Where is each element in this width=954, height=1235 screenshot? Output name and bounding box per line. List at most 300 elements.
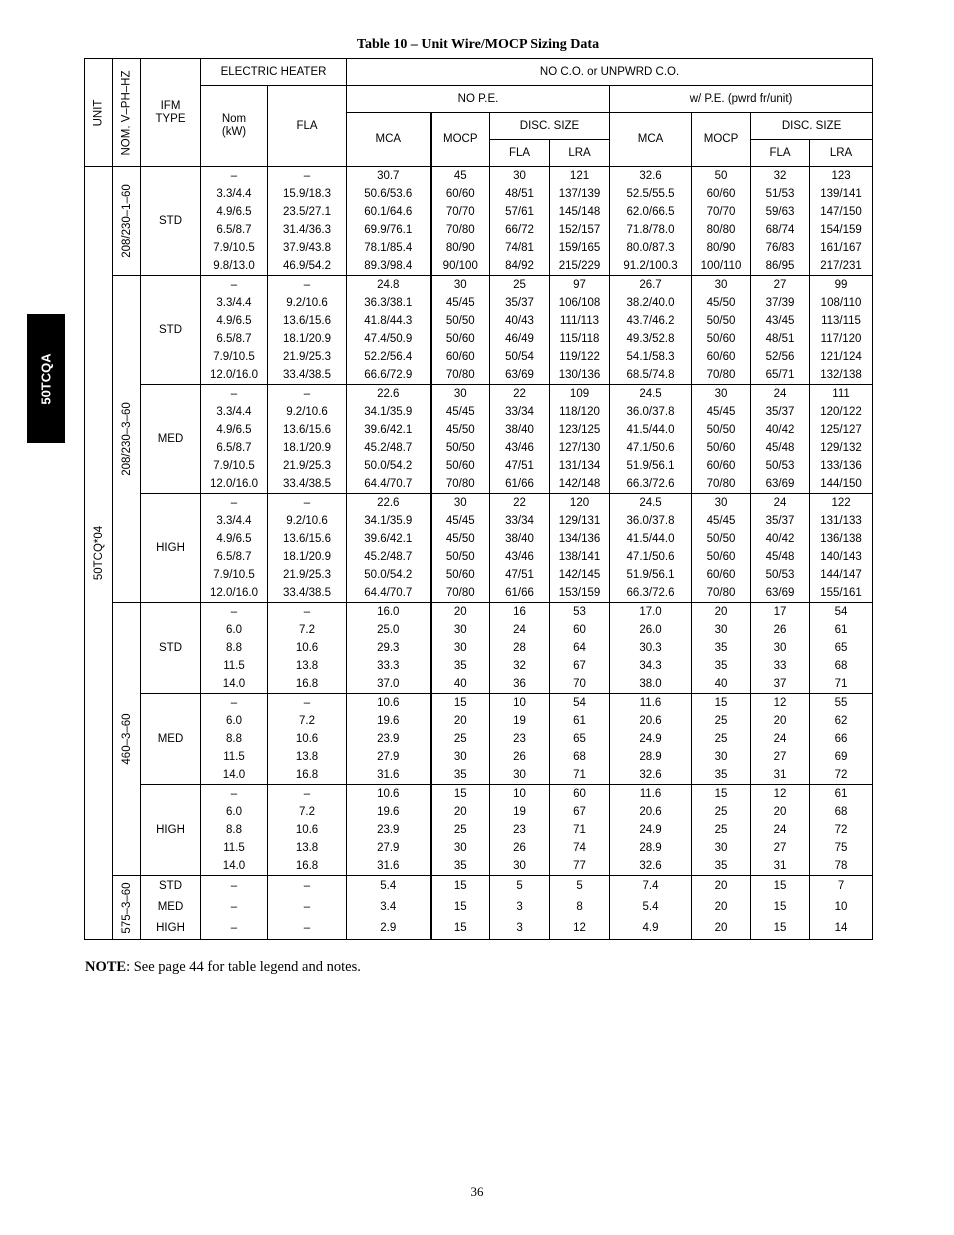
- cell-value: 8.8: [226, 733, 242, 745]
- cell-value: 121/124: [820, 351, 862, 363]
- cell-value: 60/60: [445, 188, 475, 200]
- cell-value: 11.6: [639, 788, 662, 800]
- value-cell: [431, 785, 490, 876]
- cell-value: 45.2/48.7: [364, 442, 413, 454]
- value-cell: [490, 167, 550, 276]
- cell-value: 6.0: [226, 624, 242, 636]
- value-cell: [810, 276, 873, 385]
- value-cell: [692, 785, 751, 876]
- table-row: [85, 494, 873, 603]
- cell-value: 23.9: [377, 824, 400, 836]
- cell-value: 19.6: [377, 806, 400, 818]
- cell-value: 36.0/37.8: [626, 406, 675, 418]
- cell-value: 80/90: [706, 242, 736, 254]
- cell-value: 34.3: [639, 660, 662, 672]
- cell-value: 24: [513, 624, 526, 636]
- cell-value: 89.3/98.4: [364, 260, 413, 272]
- cell-value: 45/48: [765, 551, 795, 563]
- value-cell: [268, 785, 347, 876]
- cell-value: –: [303, 788, 311, 800]
- cell-value: 11.5: [223, 751, 245, 763]
- cell-value: 40/42: [765, 533, 795, 545]
- cell-value: 41.8/44.3: [364, 315, 413, 327]
- cell-value: 3.3/4.4: [216, 515, 252, 527]
- cell-value: 30: [453, 497, 467, 509]
- cell-value: 76/83: [765, 242, 795, 254]
- cell-value: 15: [453, 697, 467, 709]
- cell-value: 31: [773, 860, 787, 872]
- value-cell: [490, 785, 550, 876]
- cell-value: 51.9/56.1: [626, 569, 675, 581]
- cell-value: 12.0/16.0: [210, 587, 258, 599]
- cell-value: 142/148: [558, 478, 601, 490]
- header-nom-voltage: NOM. V–PH–HZ: [113, 59, 141, 167]
- cell-value: 34.1/35.9: [364, 406, 413, 418]
- side-tab: [27, 314, 65, 443]
- cell-value: 15: [773, 921, 787, 934]
- cell-value: 3.4: [380, 901, 397, 914]
- cell-value: 16.8: [295, 860, 319, 872]
- cell-value: 14.0: [222, 860, 246, 872]
- cell-value: 65: [573, 733, 586, 745]
- value-cell: [201, 785, 268, 876]
- cell-value: 5.4: [380, 880, 397, 893]
- note-text: : See page 44 for table legend and notes.: [126, 959, 361, 975]
- cell-value: 74/81: [505, 242, 534, 254]
- value-cell: [431, 276, 490, 385]
- cell-value: 10.6: [295, 733, 319, 745]
- cell-value: 3.3/4.4: [216, 297, 252, 309]
- cell-value: 32.6: [639, 170, 662, 182]
- cell-value: –: [230, 388, 238, 400]
- cell-value: 35/37: [765, 515, 795, 527]
- cell-value: 63/69: [505, 369, 534, 381]
- cell-value: 80.0/87.3: [626, 242, 675, 254]
- cell-value: 68: [573, 751, 586, 763]
- cell-value: 24: [773, 497, 787, 509]
- value-cell: [431, 876, 490, 940]
- value-cell: [751, 876, 810, 940]
- cell-value: 22.6: [377, 388, 400, 400]
- value-cell: [431, 603, 490, 694]
- cell-value: 23.5/27.1: [283, 206, 331, 218]
- header-mocp-pe: MOCP: [692, 113, 751, 167]
- cell-value: –: [230, 788, 238, 800]
- cell-value: –: [230, 697, 238, 709]
- cell-value: 66.3/72.6: [626, 587, 675, 599]
- cell-value: 30: [714, 751, 728, 763]
- cell-value: 155/161: [820, 587, 862, 599]
- cell-value: 136/138: [820, 533, 862, 545]
- cell-value: 30: [714, 842, 728, 854]
- value-cell: [431, 385, 490, 494]
- cell-value: 35/37: [505, 297, 534, 309]
- header-ifm-type: IFM TYPE: [141, 59, 201, 167]
- value-cell: [550, 785, 610, 876]
- cell-value: 12.0/16.0: [210, 369, 258, 381]
- value-cell: [550, 694, 610, 785]
- cell-value: 15: [453, 921, 467, 934]
- cell-value: 11.5: [223, 842, 245, 854]
- cell-value: 24: [773, 733, 787, 745]
- header-mca: MCA: [347, 113, 431, 167]
- value-cell: [610, 167, 692, 276]
- cell-value: 161/167: [820, 242, 862, 254]
- cell-value: 27.9: [377, 751, 400, 763]
- cell-value: 50/60: [706, 333, 736, 345]
- cell-value: 55: [834, 697, 848, 709]
- cell-value: 60/60: [445, 351, 475, 363]
- value-cell: [810, 785, 873, 876]
- cell-value: 8.8: [226, 642, 242, 654]
- cell-value: –: [303, 388, 311, 400]
- cell-value: 2.9: [380, 921, 397, 934]
- cell-value: 60/60: [706, 460, 736, 472]
- cell-value: 3.3/4.4: [216, 188, 252, 200]
- cell-value: 50.6/53.6: [364, 188, 413, 200]
- cell-value: 25: [714, 715, 728, 727]
- value-cell: [268, 694, 347, 785]
- cell-value: 18.1/20.9: [283, 551, 331, 563]
- cell-value: 69: [834, 751, 848, 763]
- header-disc-fla: FLA: [490, 140, 550, 167]
- cell-value: 18.1/20.9: [283, 333, 331, 345]
- cell-value: 7.9/10.5: [213, 569, 255, 581]
- value-cell: [490, 603, 550, 694]
- ifm-value: HIGH: [156, 921, 185, 934]
- cell-value: 26: [513, 751, 526, 763]
- cell-value: 139/141: [820, 188, 862, 200]
- cell-value: 15.9/18.3: [283, 188, 331, 200]
- cell-value: 10.6: [377, 788, 400, 800]
- cell-value: 50/50: [706, 533, 736, 545]
- cell-value: 33.4/38.5: [283, 369, 331, 381]
- cell-value: 32: [513, 660, 526, 672]
- note-label: NOTE: [85, 959, 127, 975]
- cell-value: 30: [513, 860, 526, 872]
- cell-value: 25: [714, 824, 728, 836]
- cell-value: 123: [831, 170, 851, 182]
- value-cell: [610, 603, 692, 694]
- ifm-type-cell: STD: [141, 603, 201, 694]
- cell-value: 17.0: [639, 606, 662, 618]
- cell-value: 33/34: [505, 406, 534, 418]
- ifm-value: STD: [159, 880, 182, 893]
- cell-value: 7.9/10.5: [213, 351, 255, 363]
- cell-value: 30.7: [377, 170, 400, 182]
- cell-value: 111/113: [560, 315, 600, 327]
- cell-value: 70: [573, 678, 586, 690]
- cell-value: 64: [573, 642, 586, 654]
- value-cell: [751, 603, 810, 694]
- cell-value: 13.8: [295, 660, 319, 672]
- cell-value: 35: [453, 769, 467, 781]
- cell-value: 8: [576, 901, 583, 914]
- cell-value: 47/51: [505, 460, 534, 472]
- cell-value: 70/80: [706, 478, 736, 490]
- cell-value: 41.5/44.0: [626, 424, 675, 436]
- cell-value: 15: [453, 788, 467, 800]
- cell-value: 31.6: [377, 860, 400, 872]
- cell-value: 9.8/13.0: [213, 260, 255, 272]
- cell-value: 25: [513, 279, 526, 291]
- value-cell: [692, 694, 751, 785]
- value-cell: [751, 494, 810, 603]
- cell-value: 21.9/25.3: [283, 569, 331, 581]
- cell-value: 25: [714, 806, 728, 818]
- cell-value: 62: [834, 715, 848, 727]
- cell-value: 74: [573, 842, 586, 854]
- cell-value: 16.8: [295, 769, 319, 781]
- cell-value: –: [230, 880, 238, 893]
- cell-value: 47.1/50.6: [626, 551, 675, 563]
- cell-value: 215/229: [558, 260, 601, 272]
- value-cell: [550, 276, 610, 385]
- cell-value: 4.9: [642, 921, 659, 934]
- cell-value: 45.2/48.7: [364, 551, 413, 563]
- header-heater-fla: FLA: [268, 86, 347, 167]
- header-disc-lra: LRA: [550, 140, 610, 167]
- cell-value: 66.6/72.9: [364, 369, 413, 381]
- cell-value: 129/131: [558, 515, 601, 527]
- cell-value: 100/110: [700, 260, 742, 272]
- cell-value: 45/45: [706, 515, 736, 527]
- unit-cell: 50TCQ*04: [85, 167, 113, 940]
- ifm-value: MED: [157, 901, 184, 914]
- cell-value: 65/71: [765, 369, 795, 381]
- value-cell: [431, 167, 490, 276]
- cell-value: 43.7/46.2: [626, 315, 675, 327]
- cell-value: 50.0/54.2: [364, 569, 413, 581]
- value-cell: [268, 385, 347, 494]
- cell-value: –: [230, 606, 238, 618]
- cell-value: 61/66: [505, 587, 534, 599]
- cell-value: 60/60: [706, 188, 736, 200]
- cell-value: 50/60: [706, 442, 736, 454]
- cell-value: 31: [773, 769, 787, 781]
- cell-value: 17: [773, 606, 787, 618]
- cell-value: 51.9/56.1: [626, 460, 675, 472]
- cell-value: 140/143: [820, 551, 862, 563]
- cell-value: 50: [714, 170, 728, 182]
- cell-value: 30: [513, 170, 526, 182]
- cell-value: 23: [513, 824, 526, 836]
- table-title: Table 10 – Unit Wire/MOCP Sizing Data: [356, 37, 600, 52]
- cell-value: 40: [453, 678, 467, 690]
- value-cell: [490, 276, 550, 385]
- cell-value: 67: [573, 660, 586, 672]
- value-cell: [751, 276, 810, 385]
- cell-value: 48/51: [765, 333, 795, 345]
- cell-value: 9.2/10.6: [286, 297, 328, 309]
- cell-value: 34.1/35.9: [364, 515, 413, 527]
- cell-value: 33.4/38.5: [283, 587, 331, 599]
- value-cell: [550, 876, 610, 940]
- cell-value: 16: [513, 606, 526, 618]
- cell-value: 71: [573, 824, 586, 836]
- cell-value: 35: [714, 769, 728, 781]
- cell-value: 24.5: [639, 497, 662, 509]
- cell-value: 50/50: [706, 424, 736, 436]
- voltage-cell: 575–3–60: [113, 876, 141, 940]
- cell-value: 7.4: [642, 880, 659, 893]
- cell-value: 3.3/4.4: [216, 406, 252, 418]
- cell-value: 27: [773, 751, 787, 763]
- cell-value: 24.5: [639, 388, 662, 400]
- header-w-pe: w/ P.E. (pwrd fr/unit): [610, 86, 873, 113]
- cell-value: 38.2/40.0: [626, 297, 675, 309]
- cell-value: 25: [453, 733, 467, 745]
- table-row: [85, 276, 873, 385]
- value-cell: [347, 276, 431, 385]
- cell-value: 78: [834, 860, 848, 872]
- cell-value: 35: [453, 860, 467, 872]
- cell-value: 90/100: [442, 260, 478, 272]
- cell-value: 11.6: [639, 697, 662, 709]
- cell-value: 6.5/8.7: [216, 442, 252, 454]
- header-unit: UNIT: [85, 59, 113, 167]
- header-no-co: NO C.O. or UNPWRD C.O.: [347, 59, 873, 86]
- table-row: [85, 785, 873, 876]
- header-mocp: MOCP: [431, 113, 490, 167]
- cell-value: 7.2: [299, 806, 315, 818]
- cell-value: 68: [834, 660, 848, 672]
- header-disc-fla-pe: FLA: [751, 140, 810, 167]
- cell-value: 29.3: [377, 642, 400, 654]
- cell-value: 70/80: [706, 587, 736, 599]
- cell-value: 13.6/15.6: [283, 533, 331, 545]
- cell-value: 119/122: [559, 351, 600, 363]
- cell-value: 67: [573, 806, 586, 818]
- value-cell: [810, 494, 873, 603]
- header-disc-size: DISC. SIZE: [490, 113, 610, 140]
- cell-value: 20.6: [639, 806, 662, 818]
- cell-value: 154/159: [820, 224, 862, 236]
- ifm-type-cell: [141, 876, 201, 940]
- cell-value: 20: [714, 606, 728, 618]
- cell-value: 61: [834, 788, 848, 800]
- cell-value: 153/159: [558, 587, 601, 599]
- value-cell: [490, 494, 550, 603]
- cell-value: 65: [834, 642, 848, 654]
- cell-value: –: [303, 279, 311, 291]
- cell-value: 15: [453, 901, 467, 914]
- cell-value: 14.0: [222, 678, 246, 690]
- cell-value: –: [230, 497, 238, 509]
- cell-value: 15: [453, 880, 467, 893]
- cell-value: 115/118: [559, 333, 600, 345]
- cell-value: 20: [453, 715, 467, 727]
- cell-value: 13.8: [295, 842, 319, 854]
- cell-value: 72: [834, 769, 848, 781]
- cell-value: 60: [573, 624, 586, 636]
- cell-value: 147/150: [820, 206, 862, 218]
- cell-value: 45/50: [706, 297, 736, 309]
- cell-value: 46/49: [505, 333, 534, 345]
- cell-value: 71: [573, 769, 586, 781]
- cell-value: 45/45: [445, 406, 475, 418]
- cell-value: 50/60: [445, 569, 475, 581]
- cell-value: 38.0: [639, 678, 662, 690]
- value-cell: [201, 603, 268, 694]
- cell-value: 25.0: [377, 624, 400, 636]
- cell-value: 70/80: [445, 587, 475, 599]
- cell-value: 144/147: [820, 569, 862, 581]
- ifm-type-cell: HIGH: [141, 494, 201, 603]
- cell-value: 31.6: [377, 769, 400, 781]
- value-cell: [347, 603, 431, 694]
- value-cell: [201, 694, 268, 785]
- cell-value: 5: [576, 880, 583, 893]
- cell-value: 61: [834, 624, 848, 636]
- cell-value: 30.3: [639, 642, 662, 654]
- cell-value: 37/39: [765, 297, 795, 309]
- cell-value: 45/48: [765, 442, 795, 454]
- cell-value: 12: [773, 788, 787, 800]
- cell-value: 45/50: [445, 533, 475, 545]
- cell-value: 121: [569, 170, 590, 182]
- cell-value: 20: [453, 606, 467, 618]
- cell-value: 15: [714, 697, 728, 709]
- cell-value: 43/46: [505, 442, 534, 454]
- cell-value: 33: [773, 660, 787, 672]
- cell-value: 10.6: [295, 642, 319, 654]
- cell-value: 6.5/8.7: [216, 551, 252, 563]
- cell-value: 50/54: [505, 351, 534, 363]
- cell-value: 66/72: [505, 224, 534, 236]
- cell-value: 123/125: [558, 424, 601, 436]
- value-cell: [610, 276, 692, 385]
- cell-value: 86/95: [765, 260, 795, 272]
- value-cell: [201, 876, 268, 940]
- header-electric-heater: ELECTRIC HEATER: [201, 59, 347, 86]
- cell-value: 38/40: [505, 533, 534, 545]
- cell-value: 50/50: [445, 442, 475, 454]
- cell-value: 6.0: [226, 715, 242, 727]
- cell-value: 127/130: [558, 442, 601, 454]
- ifm-type-cell: HIGH: [141, 785, 201, 876]
- cell-value: 12: [773, 697, 787, 709]
- cell-value: 30: [714, 624, 728, 636]
- cell-value: 60: [573, 788, 586, 800]
- value-cell: [347, 494, 431, 603]
- cell-value: 24: [773, 824, 787, 836]
- header-no-pe: NO P.E.: [347, 86, 610, 113]
- cell-value: 6.5/8.7: [216, 333, 252, 345]
- cell-value: 32.6: [639, 769, 662, 781]
- cell-value: 38/40: [505, 424, 534, 436]
- cell-value: 10: [513, 788, 526, 800]
- cell-value: 70/70: [706, 206, 736, 218]
- cell-value: 64.4/70.7: [364, 478, 413, 490]
- cell-value: 63/69: [765, 478, 795, 490]
- header-mca-pe: MCA: [610, 113, 692, 167]
- cell-value: 4.9/6.5: [216, 315, 252, 327]
- cell-value: 60.1/64.6: [364, 206, 413, 218]
- cell-value: 35: [714, 860, 728, 872]
- cell-value: 66: [834, 733, 848, 745]
- cell-value: 7.9/10.5: [213, 242, 255, 254]
- cell-value: 122: [831, 497, 851, 509]
- cell-value: 15: [773, 901, 787, 914]
- cell-value: 30: [513, 769, 526, 781]
- cell-value: 134/136: [558, 533, 601, 545]
- cell-value: 84/92: [505, 260, 534, 272]
- cell-value: 14.0: [222, 769, 246, 781]
- value-cell: [692, 494, 751, 603]
- cell-value: 45/45: [706, 406, 736, 418]
- cell-value: 20: [714, 880, 728, 893]
